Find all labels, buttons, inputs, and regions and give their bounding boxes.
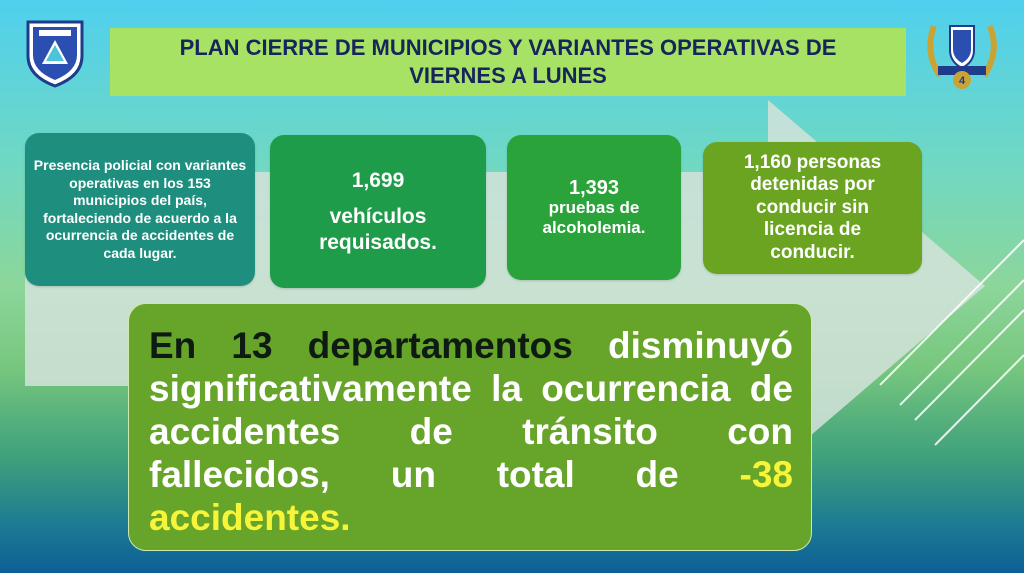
police-shield-logo — [24, 18, 86, 88]
title-line-2: VIERNES A LUNES — [409, 63, 607, 88]
svg-text:4: 4 — [958, 75, 966, 87]
summary-highlight: En 13 departamentos — [149, 325, 573, 366]
card-alcohol-tests — [507, 135, 681, 280]
card-text: Presencia policial con variantes operativas en los 153 municipios del país, fortaleciendo de acuerdo a la ocurrencia de accidentes de cada lugar. — [33, 157, 247, 261]
card-text: pruebas de alcoholemia. — [542, 197, 646, 237]
title-line-1: PLAN CIERRE DE MUNICIPIOS Y VARIANTES OPERATIVAS DE — [179, 35, 837, 60]
card-text: 1,160 personas detenidas por conducir sin licencia de conducir. — [743, 151, 882, 263]
card-police-presence — [25, 133, 255, 286]
card-number: 1,699 — [351, 168, 405, 192]
anniversary-laurel-logo — [920, 16, 1004, 94]
card-text: vehículos requisados. — [319, 204, 437, 254]
card-detained — [703, 142, 922, 274]
summary-box — [128, 303, 812, 551]
card-vehicles — [270, 135, 486, 288]
page-title — [110, 28, 906, 96]
summary-value: -38 accidentes. — [149, 454, 793, 538]
summary-text: disminuyó significativamente la ocurrencia de accidentes de tránsito con fallecidos, un total de — [149, 325, 793, 495]
card-number: 1,393 — [568, 176, 620, 199]
